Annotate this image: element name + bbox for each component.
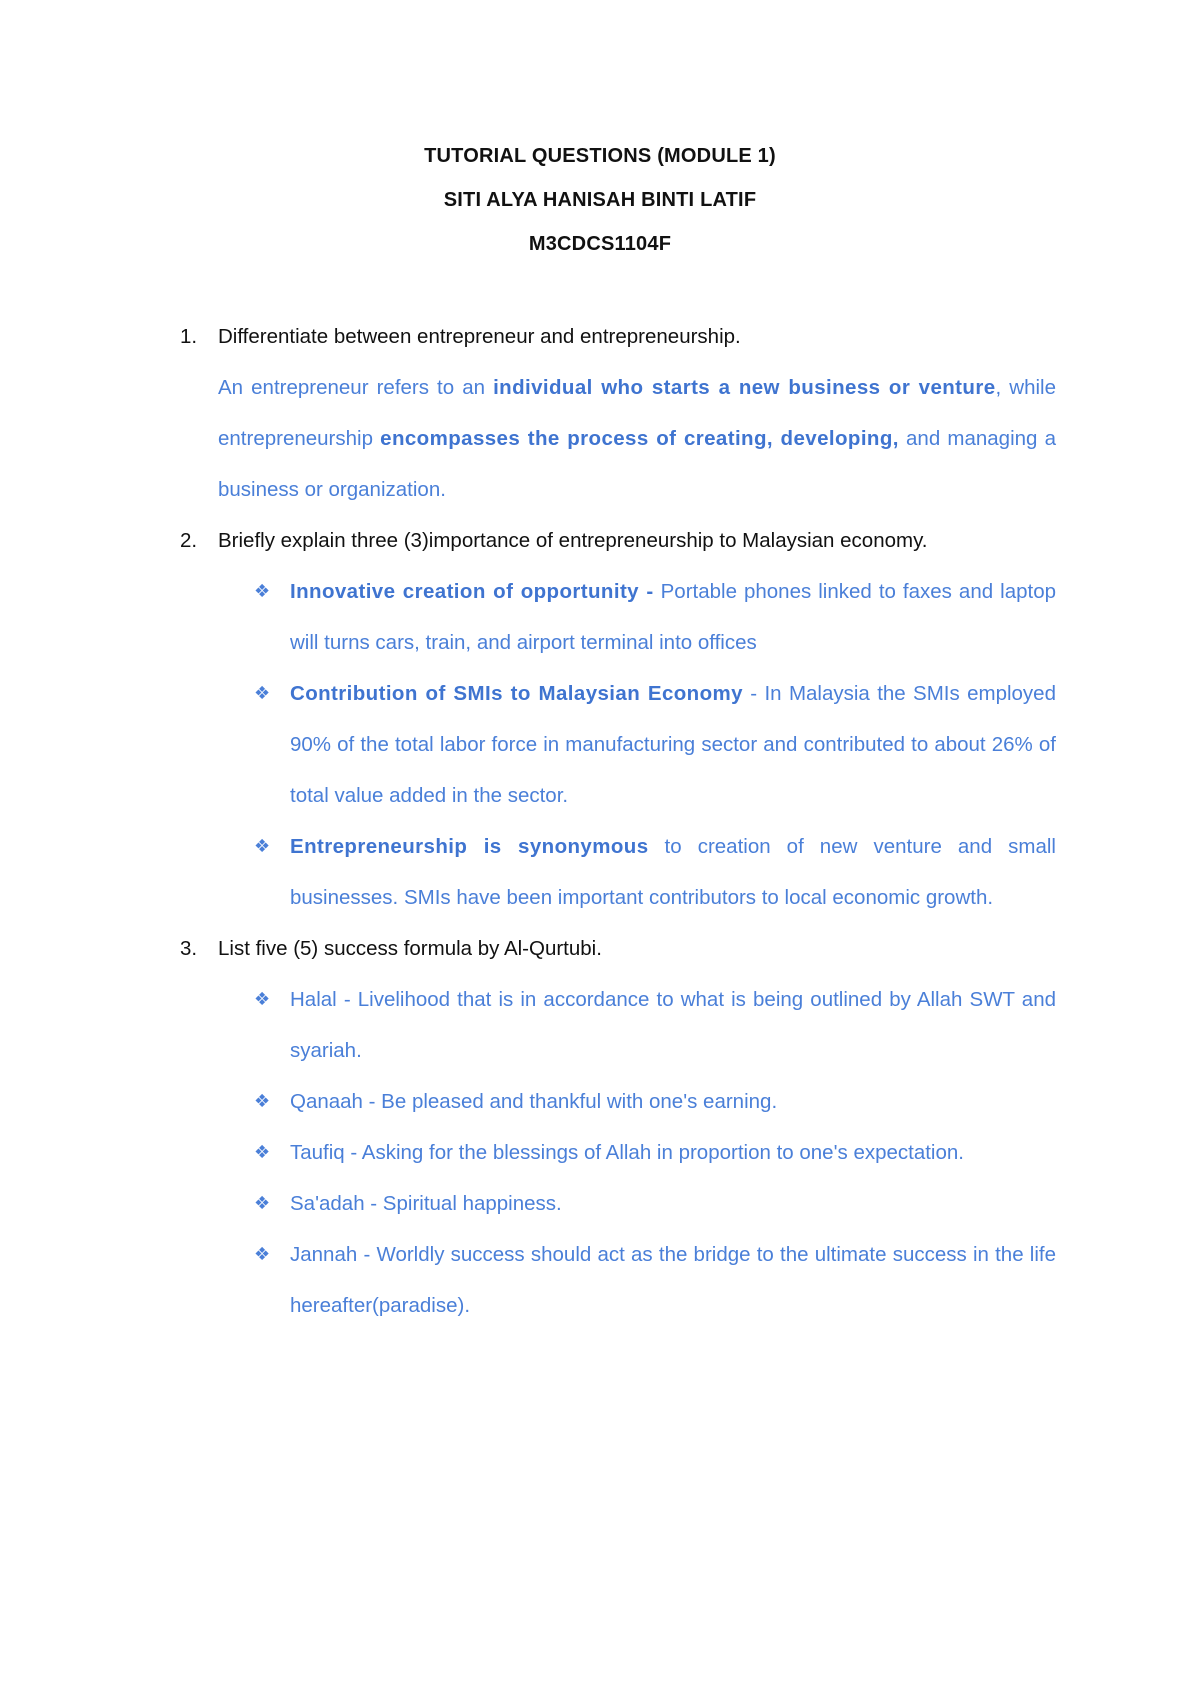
list-item-text — [290, 668, 1056, 821]
answer-text: An entrepreneur refers to an — [218, 376, 494, 399]
answer-3-list — [254, 974, 1056, 1331]
question-text: Briefly explain three (3)importance of entrepreneurship to Malaysian economy. — [218, 529, 928, 552]
diamond-bullet-icon: ❖ — [254, 1244, 271, 1264]
question-number: 1. — [180, 325, 198, 348]
answer-2-list — [254, 566, 1056, 923]
diamond-bullet-icon: ❖ — [254, 1193, 271, 1213]
list-item-rest: to creation of new venture and small businesses. SMIs have been important contributors to local economic growth. — [290, 835, 1056, 909]
question-text: Differentiate between entrepreneur and entrepreneurship. — [218, 325, 741, 348]
list-item-rest: - In Malaysia the SMIs employed 90% of the total labor force in manufacturing sector and contributed to about 26% of total value added in the sector. — [290, 682, 1056, 807]
list-item-bold: Entrepreneurship is synonymous — [290, 835, 649, 858]
list-item — [254, 1127, 1056, 1178]
question-1 — [180, 311, 1056, 362]
answer-text: , while entrepreneurship — [218, 376, 1056, 450]
questions-content — [180, 311, 1056, 1331]
student-id: M3CDCS1104F — [528, 233, 672, 255]
list-item — [254, 974, 1056, 1076]
list-item-rest: Portable phones linked to faxes and laptop will turns cars, train, and airport terminal into offices — [290, 580, 1056, 654]
list-item-bold: Contribution of SMIs to Malaysian Economy — [290, 682, 743, 705]
list-item — [254, 821, 1056, 923]
answer-bold-text: individual who starts a new business or venture — [493, 376, 996, 399]
diamond-bullet-icon: ❖ — [254, 1142, 271, 1162]
document-title: TUTORIAL QUESTIONS (MODULE 1) — [424, 145, 776, 167]
question-2 — [180, 515, 1056, 566]
question-text: List five (5) success formula by Al-Qurtubi. — [218, 937, 602, 960]
list-item — [254, 1229, 1056, 1331]
list-item-text: Jannah - Worldly success should act as the bridge to the ultimate success in the life hereafter(paradise). — [290, 1243, 1056, 1317]
list-item-text: Taufiq - Asking for the blessings of Allah in proportion to one's expectation. — [290, 1141, 964, 1164]
answer-1 — [218, 362, 1056, 515]
list-item-text: Qanaah - Be pleased and thankful with one's earning. — [290, 1090, 778, 1113]
student-name: SITI ALYA HANISAH BINTI LATIF — [443, 189, 757, 211]
list-item — [254, 1076, 1056, 1127]
answer-text: and managing a business or organization. — [218, 427, 1056, 501]
list-item — [254, 566, 1056, 668]
question-number: 2. — [180, 529, 198, 552]
diamond-bullet-icon: ❖ — [254, 581, 271, 601]
answer-bold-text: encompasses the process of creating, developing, — [380, 427, 899, 450]
diamond-bullet-icon: ❖ — [254, 989, 271, 1009]
list-item-bold: Innovative creation of opportunity - — [290, 580, 654, 603]
list-item — [254, 668, 1056, 821]
list-item-text — [290, 566, 1056, 668]
question-number: 3. — [180, 937, 198, 960]
diamond-bullet-icon: ❖ — [254, 836, 271, 856]
question-3 — [180, 923, 1056, 974]
diamond-bullet-icon: ❖ — [254, 683, 271, 703]
diamond-bullet-icon: ❖ — [254, 1091, 271, 1111]
list-item-text — [290, 821, 1056, 923]
list-item — [254, 1178, 1056, 1229]
list-item-text: Sa'adah - Spiritual happiness. — [290, 1192, 562, 1215]
list-item-text: Halal - Livelihood that is in accordance to what is being outlined by Allah SWT and syariah. — [290, 988, 1056, 1062]
